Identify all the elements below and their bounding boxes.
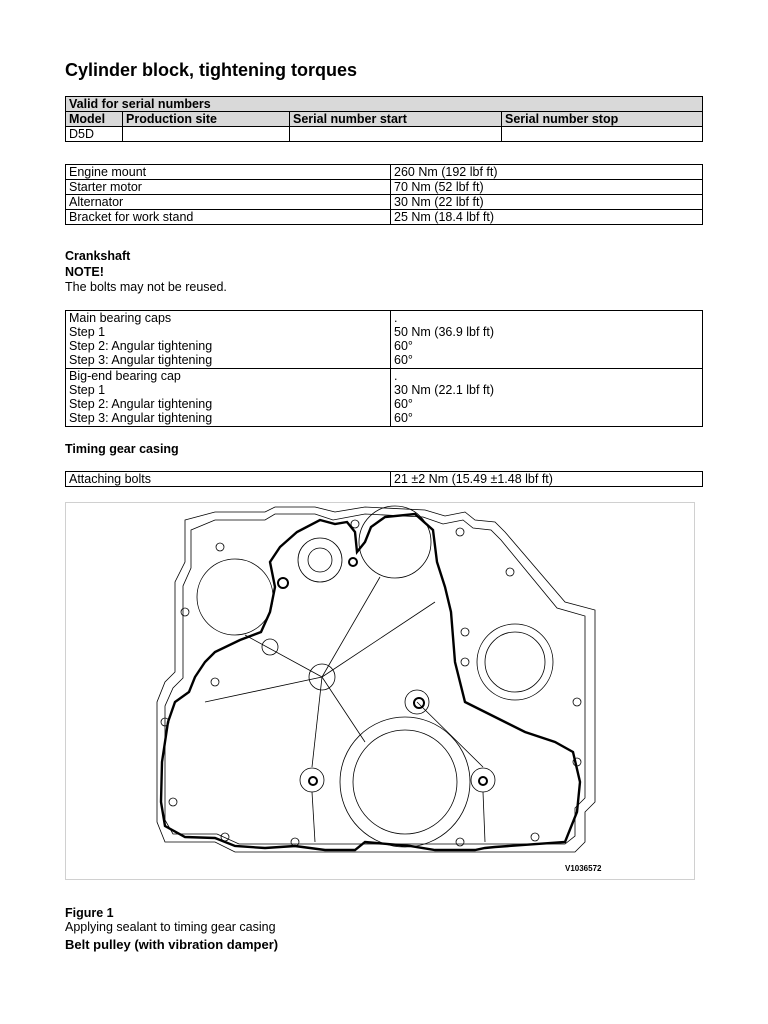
sealant-bead [161, 514, 580, 850]
torque-item: Alternator [66, 195, 391, 210]
torque-value: 260 Nm (192 lbf ft) [391, 165, 703, 180]
col-header-serial-stop: Serial number stop [502, 112, 703, 127]
torque-item: Starter motor [66, 180, 391, 195]
torque-value: 30 Nm (22 lbf ft) [391, 195, 703, 210]
torque-item: Engine mount [66, 165, 391, 180]
main-bearing-value: 60° [394, 353, 413, 367]
table-cell: D5D [66, 127, 123, 142]
crankshaft-heading: Crankshaft [65, 249, 131, 263]
table-row [66, 472, 703, 487]
timing-table [65, 471, 703, 487]
figure-label: Figure 1 [65, 906, 114, 920]
table-row [66, 210, 703, 225]
big-end-value: 30 Nm (22.1 lbf ft) [394, 383, 495, 397]
col-header-production-site: Production site [123, 112, 290, 127]
main-bearing-value: 60° [394, 339, 413, 353]
col-header-model: Model [66, 112, 123, 127]
table-row [66, 180, 703, 195]
serial-section-label: Valid for serial numbers [66, 97, 703, 112]
big-end-line: Step 2: Angular tightening [69, 397, 213, 411]
table-row [66, 195, 703, 210]
figure-code: V1036572 [565, 864, 602, 873]
note-text: The bolts may not be reused. [65, 280, 227, 294]
torque-value: 25 Nm (18.4 lbf ft) [391, 210, 703, 225]
main-bearing-value: 50 Nm (36.9 lbf ft) [394, 325, 495, 339]
table-cell [290, 127, 502, 142]
serial-number-table [65, 96, 703, 142]
crankshaft-table [65, 310, 703, 427]
main-bearing-line: Step 2: Angular tightening [69, 339, 213, 353]
table-row [66, 311, 703, 369]
big-end-line: Big-end bearing cap [69, 369, 181, 383]
big-end-line: Step 1 [69, 383, 106, 397]
big-end-value: . [394, 369, 398, 383]
section-heading-belt-pulley: Belt pulley (with vibration damper) [65, 937, 279, 952]
table-row [66, 369, 703, 427]
table-row [66, 165, 703, 180]
big-end-value: 60° [394, 397, 413, 411]
table-cell [123, 127, 290, 142]
col-header-serial-start: Serial number start [290, 112, 502, 127]
big-end-value: 60° [394, 411, 413, 425]
main-bearing-line: Step 1 [69, 325, 106, 339]
page-title: Cylinder block, tightening torques [65, 60, 358, 80]
figure-caption: Applying sealant to timing gear casing [65, 920, 276, 934]
timing-gear-casing-drawing [65, 502, 693, 878]
main-bearing-line: Main bearing caps [69, 311, 172, 325]
timing-heading: Timing gear casing [65, 442, 179, 456]
table-cell [502, 127, 703, 142]
casing-outline [157, 507, 595, 852]
note-label: NOTE! [65, 265, 104, 279]
main-bearing-line: Step 3: Angular tightening [69, 353, 213, 367]
big-end-line: Step 3: Angular tightening [69, 411, 213, 425]
torque-item: Bracket for work stand [66, 210, 391, 225]
timing-item: Attaching bolts [66, 472, 391, 487]
torque-table [65, 164, 703, 225]
main-bearing-value: . [394, 311, 398, 325]
timing-value: 21 ±2 Nm (15.49 ±1.48 lbf ft) [391, 472, 703, 487]
torque-value: 70 Nm (52 lbf ft) [391, 180, 703, 195]
